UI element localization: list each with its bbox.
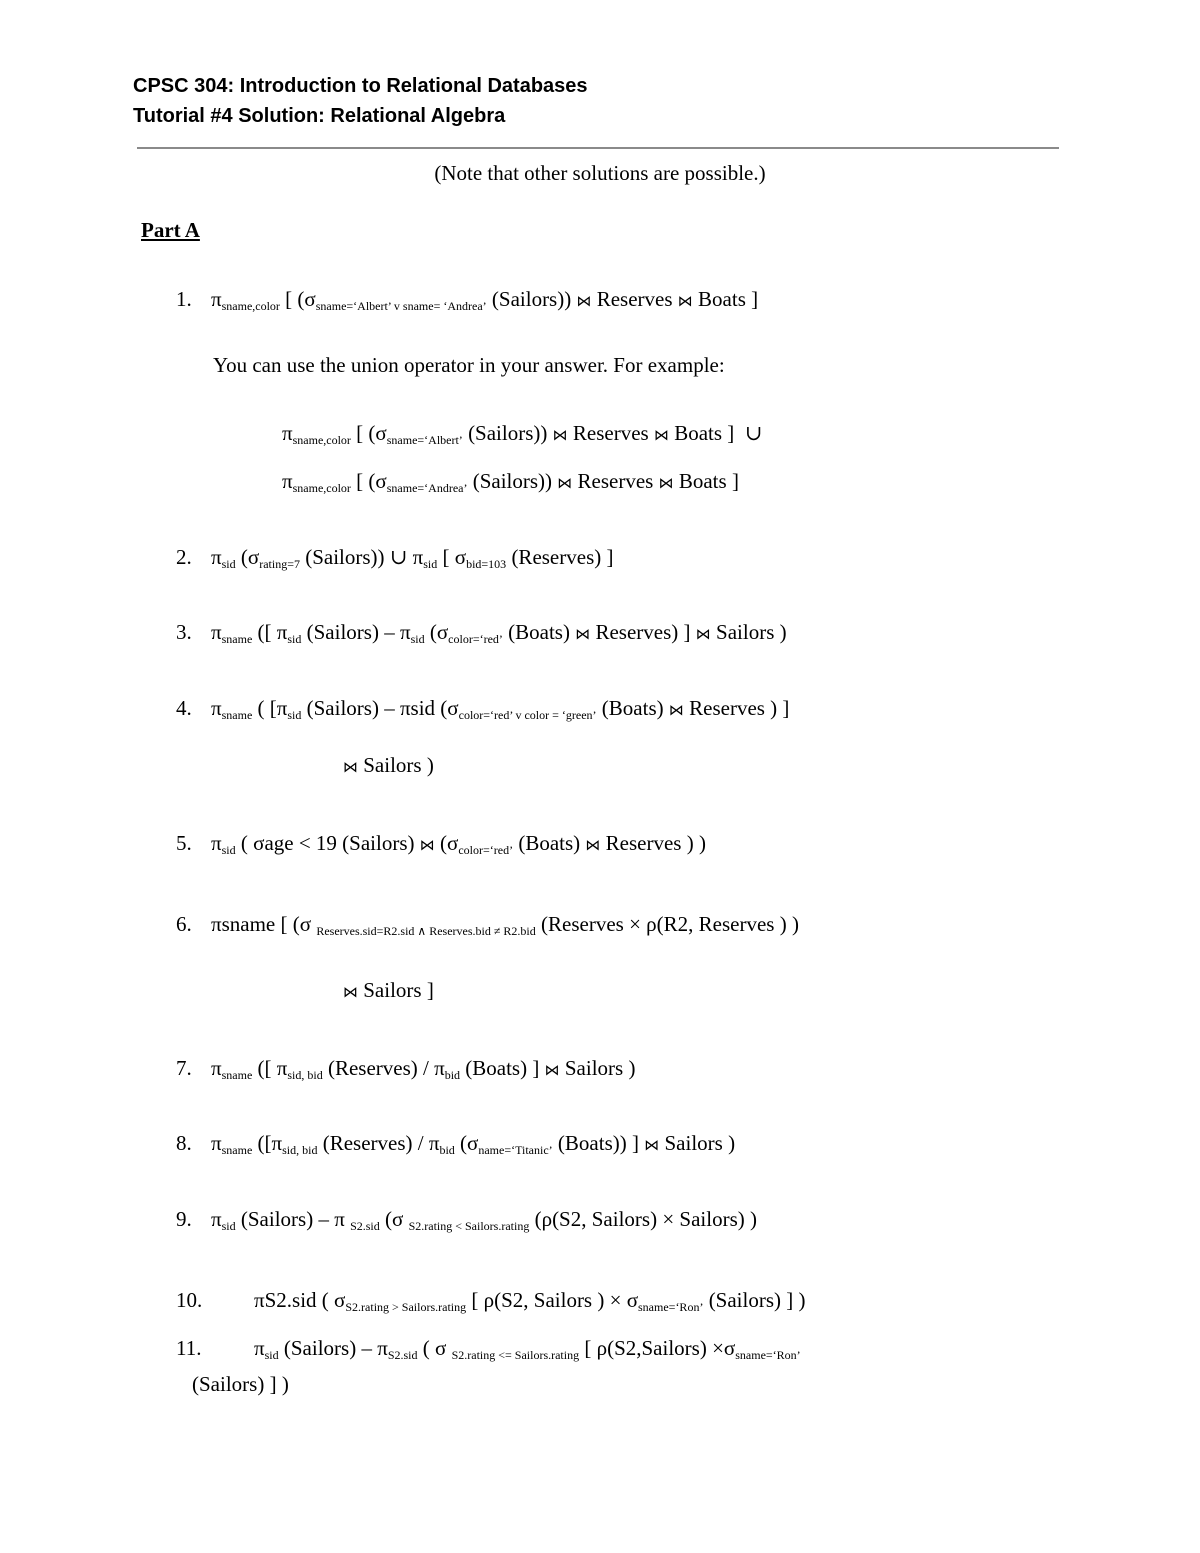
answer-4-continuation: ⋈ Sailors ) [343,753,434,777]
answer-11-expression: $\pi_{sid}$ (Sailors) – $\pi_{S2.sid}$ ( σ $_{S2.rating <= Sailors.rating}$ [ ρ(S2,Sailors) $\times\sigma_{sname=‘Ron’}$ [254,1336,801,1362]
answer-1-expression: $\pi_{sname,color}$ [ ($\sigma_{sname=‘Albert’ v sname= ‘Andrea’}$ (Sailors)) ⋈ Reserves ⋈ Boats ] [211,287,759,313]
answer-8-number: 8. [176,1131,192,1155]
answer-2-expression: $\pi_{sid}$ ($\sigma_{rating=7}$ (Sailors)) ∪ $\pi_{sid}$ [ $\sigma_{bid=103}$ (Reserves) ] [211,545,614,571]
answer-9-number: 9. [176,1207,192,1231]
answer-2-number: 2. [176,545,192,569]
answer-5-number: 5. [176,831,192,855]
answer-5-expression: $\pi_{sid}$ ( σage < 19 (Sailors) ⋈ ($\sigma_{color=‘red’}$ (Boats) ⋈ Reserves ) ) [211,831,706,857]
answer-1-explanation: You can use the union operator in your answer. For example: [213,353,725,377]
solution-note: (Note that other solutions are possible.) [434,161,766,185]
answer-6-expression: πsname [ (σ $_{Reserves.sid=R2.sid \wedge Reserves.bid \ne R2.bid}$ (Reserves × ρ(R2, Reserves ) ) [211,912,799,938]
tutorial-title: Tutorial #4 Solution: Relational Algebra [133,105,506,127]
answer-4-expression: $\pi_{sname}$ ( [$\pi_{sid}$ (Sailors) – πsid ($\sigma_{color=‘red’ v color = ‘green’}$ (Boats) ⋈ Reserves ) ] [211,696,790,722]
answer-3-number: 3. [176,620,192,644]
answer-1-number: 1. [176,287,192,311]
answer-3-expression: $\pi_{sname}$ ([ $\pi_{sid}$ (Sailors) – $\pi_{sid}$ ($\sigma_{color=‘red’}$ (Boats) ⋈ Reserves) ] ⋈ Sailors ) [211,620,787,646]
answer-11-continuation: (Sailors) ] ) [192,1372,289,1396]
answer-4-number: 4. [176,696,192,720]
answer-10-expression: πS2.sid ( $\sigma_{S2.rating > Sailors.rating}$ [ ρ(S2, Sailors ) × $\sigma_{sname=‘Ron’}$ (Sailors) ] ) [254,1288,806,1314]
answer-10-number: 10. [176,1288,203,1312]
answer-8-expression: $\pi_{sname}$ ([$\pi_{sid, bid}$ (Reserves) / $\pi_{bid}$ ($\sigma_{name=‘Titanic’}$ (Boats)) ] ⋈ Sailors ) [211,1131,736,1157]
answer-7-expression: $\pi_{sname}$ ([ $\pi_{sid, bid}$ (Reserves) / $\pi_{bid}$ (Boats) ] ⋈ Sailors ) [211,1056,636,1082]
course-title: CPSC 304: Introduction to Relational Databases [133,75,588,97]
answer-7-number: 7. [176,1056,192,1080]
part-heading: Part A [141,218,200,242]
answer-9-expression: $\pi_{sid}$ (Sailors) – π $_{S2.sid}$ (σ $_{S2.rating < Sailors.rating}$ (ρ(S2, Sailors) × Sailors) ) [211,1207,757,1233]
answer-6-continuation: ⋈ Sailors ] [343,978,434,1002]
header-divider [137,147,1059,149]
answer-11-number: 11. [176,1336,202,1360]
answer-1-alternative-2: $\pi_{sname,color}$ [ ($\sigma_{sname=‘Andrea’}$ (Sailors)) ⋈ Reserves ⋈ Boats ] [282,469,739,495]
answer-1-alternative-1: $\pi_{sname,color}$ [ ($\sigma_{sname=‘Albert’}$ (Sailors)) ⋈ Reserves ⋈ Boats ] ∪ [282,421,763,447]
answer-6-number: 6. [176,912,192,936]
